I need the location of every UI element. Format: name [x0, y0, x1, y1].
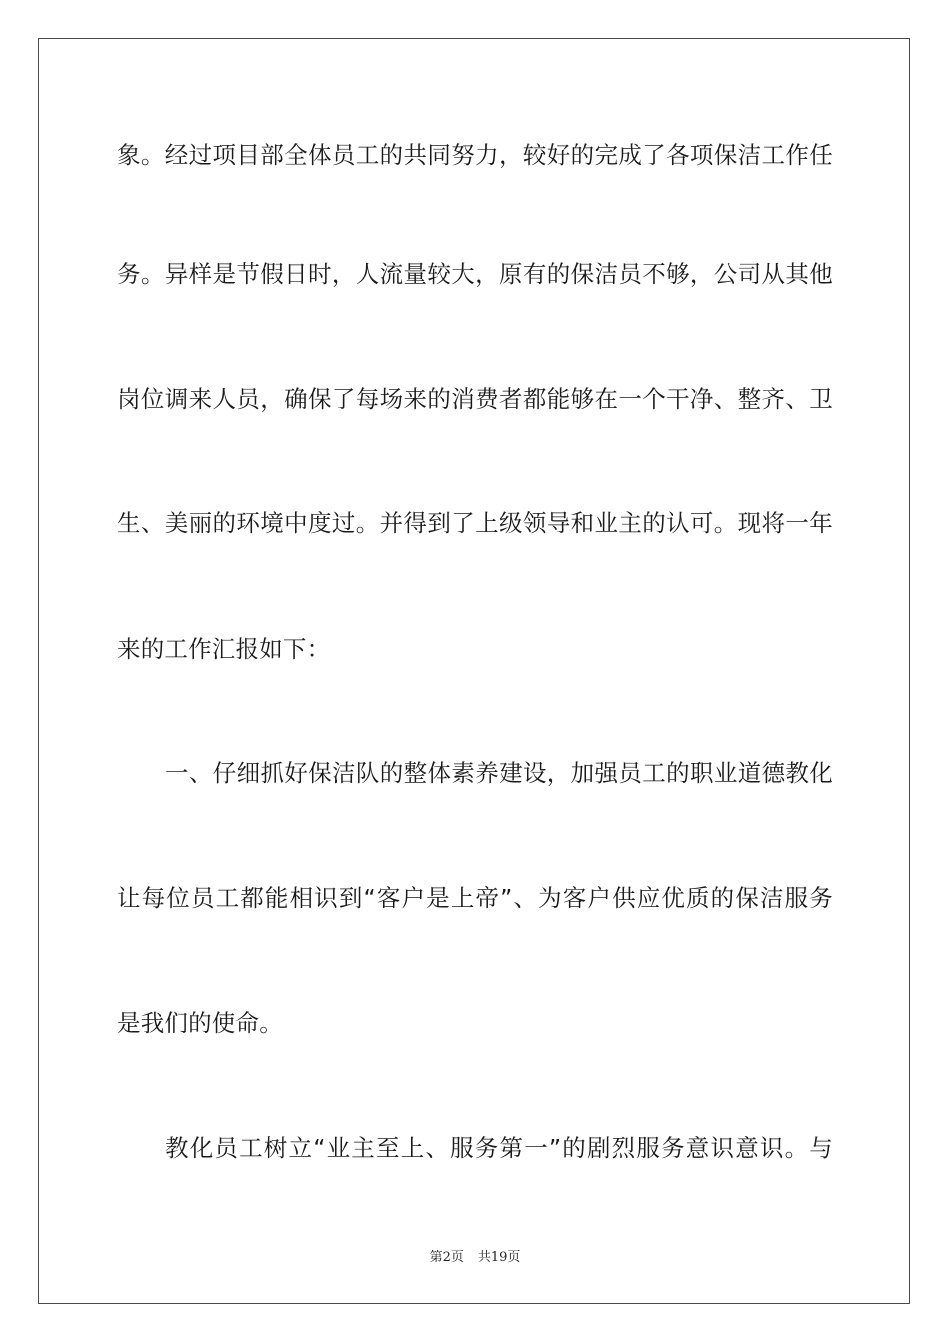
body-text-line-9: 教化员工树立“业主至上、服务第一”的剧烈服务意识意识。与	[165, 1134, 833, 1162]
page-number-current: 第2页	[429, 1250, 464, 1265]
page-footer	[0, 1246, 950, 1265]
page-border	[38, 38, 910, 1304]
body-text-line-4: 生、美丽的环境中度过。并得到了上级领导和业主的认可。现将一年	[117, 509, 833, 537]
body-text-line-6: 一、仔细抓好保洁队的整体素养建设，加强员工的职业道德教化	[165, 759, 833, 787]
body-text-line-7: 让每位员工都能相识到“客户是上帝”、为客户供应优质的保洁服务	[117, 884, 833, 912]
body-text-line-3: 岗位调来人员，确保了每场来的消费者都能够在一个干净、整齐、卫	[117, 385, 833, 413]
body-text-line-5: 来的工作汇报如下：	[117, 635, 331, 663]
page-number-total: 共19页	[477, 1250, 521, 1265]
body-text-line-8: 是我们的使命。	[117, 1009, 283, 1037]
body-text-line-1: 象。经过项目部全体员工的共同努力，较好的完成了各项保洁工作任	[117, 141, 833, 169]
body-text-line-2: 务。异样是节假日时，人流量较大，原有的保洁员不够，公司从其他	[117, 260, 833, 288]
